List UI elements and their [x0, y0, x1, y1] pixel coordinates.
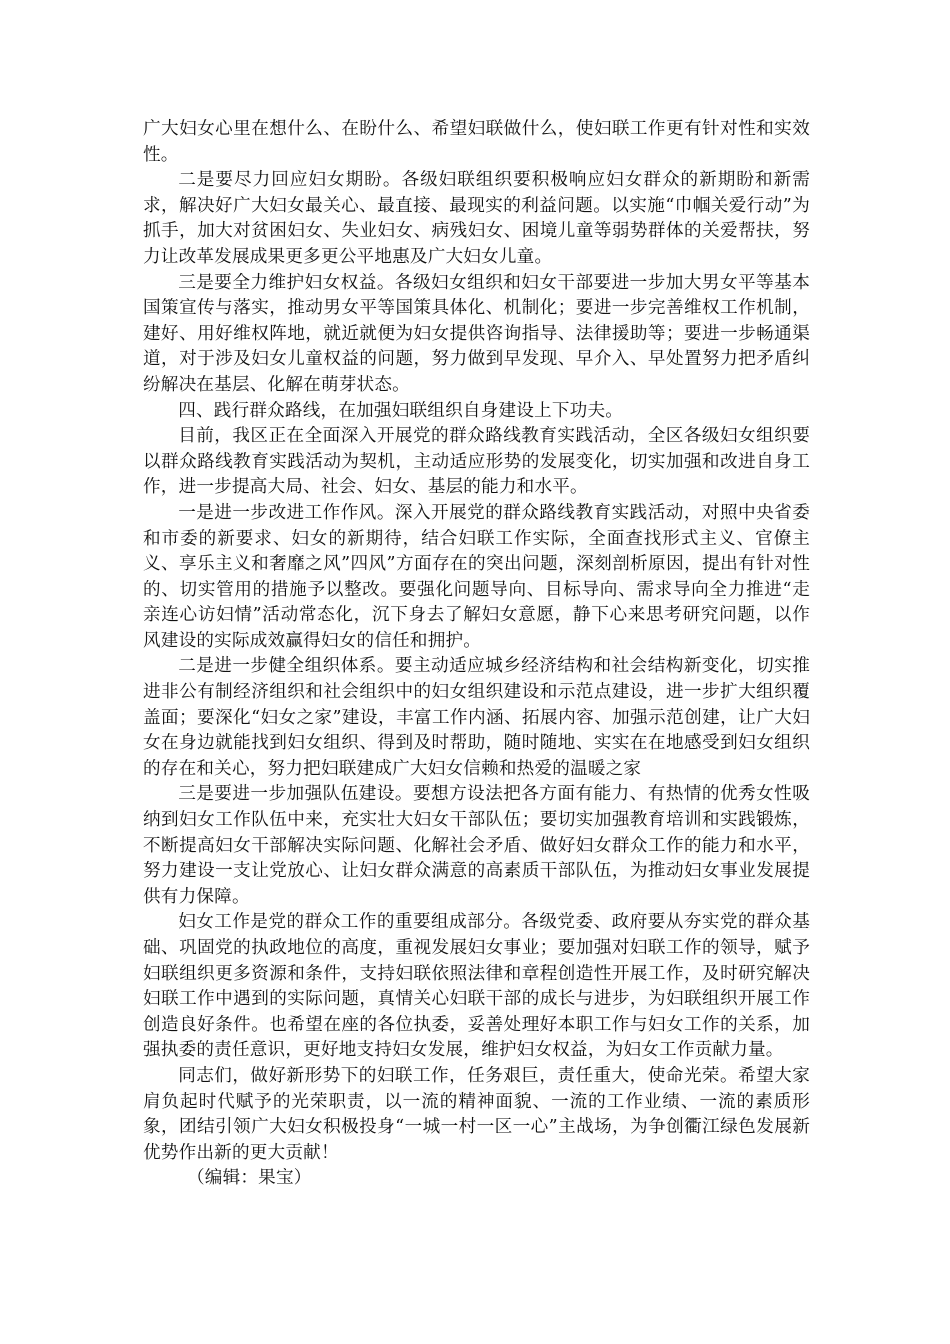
paragraph-continuation: 广大妇女心里在想什么、在盼什么、希望妇联做什么，使妇联工作更有针对性和实效性。 [143, 119, 810, 165]
editor-note: （编辑：果宝） [187, 1168, 312, 1189]
paragraph-team-building: 三是要进一步加强队伍建设。要想方设法把各方面有能力、有热情的优秀女性吸纳到妇女工作队伍中来，充实壮大妇女干部队伍；要切实加强教育培训和实践锻炼，不断提高妇女干部解决实际问题、化解社会矛盾、做好妇女群众工作的能力和水平，努力建设一支让党放心、让妇女群众满意的高素质干部队伍，为推动妇女事业发展提供有力保障。 [143, 784, 810, 907]
paragraph-party-work: 妇女工作是党的群众工作的重要组成部分。各级党委、政府要从夯实党的群众基础、巩固党的执政地位的高度，重视发展妇女事业；要加强对妇联工作的领导，赋予妇联组织更多资源和条件，支持妇联依照法律和章程创造性开展工作，及时研究解决妇联工作中遇到的实际问题，真情关心妇联干部的成长与进步，为妇联组织开展工作创造良好条件。也希望在座的各位执委，妥善处理好本职工作与妇女工作的关系，加强执委的责任意识，更好地支持妇女发展，维护妇女权益，为妇女工作贡献力量。 [143, 912, 810, 1061]
paragraph-protect-rights: 三是要全力维护妇女权益。各级妇女组织和妇女干部要进一步加大男女平等基本国策宣传与落实，推动男女平等国策具体化、机制化；要进一步完善维权工作机制，建好、用好维权阵地，就近就便为妇女提供咨询指导、法律援助等；要进一步畅通渠道，对于涉及妇女儿童权益的问题，努力做到早发现、早介入、早处置努力把矛盾纠纷解决在基层、化解在萌芽状态。 [143, 272, 810, 395]
paragraph-work-style: 一是进一步改进工作作风。深入开展党的群众路线教育实践活动，对照中央省委和市委的新要求、妇女的新期待，结合妇联工作实际，全面查找形式主义、官僚主义、享乐主义和奢靡之风”四风”方面存在的突出问题，深刻剖析原因，提出有针对性的、切实管用的措施予以整改。要强化问题导向、目标导向、需求导向全力推进“走亲连心访妇情”活动常态化，沉下身去了解妇女意愿，静下心来思考研究问题，以作风建设的实际成效赢得妇女的信任和拥护。 [143, 502, 810, 651]
paragraph-respond-expectations: 二是要尽力回应妇女期盼。各级妇联组织要积极响应妇女群众的新期盼和新需求，解决好广大妇女最关心、最直接、最现实的利益问题。以实施“巾帼关爱行动”为抓手，加大对贫困妇女、失业妇女、病残妇女、困境儿童等弱势群体的关爱帮扶，努力让改革发展成果更多更公平地惠及广大妇女儿童。 [143, 170, 810, 267]
paragraph-current-activities: 目前，我区正在全面深入开展党的群众路线教育实践活动，全区各级妇女组织要以群众路线教育实践活动为契机，主动适应形势的发展变化，切实加强和改进自身工作，进一步提高大局、社会、妇女、基层的能力和水平。 [143, 426, 810, 498]
document-body [143, 117, 810, 1192]
paragraph-organization-system: 二是进一步健全组织体系。要主动适应城乡经济结构和社会结构新变化，切实推进非公有制经济组织和社会组织中的妇女组织建设和示范点建设，进一步扩大组织覆盖面；要深化“妇女之家”建设，丰富工作内涵、拓展内容、加强示范创建，让广大妇女在身边就能找到妇女组织、得到及时帮助，随时随地、实实在在地感受到妇女组织的存在和关心，努力把妇联建成广大妇女信赖和热爱的温暖之家 [143, 656, 810, 779]
section-heading-four: 四、践行群众路线，在加强妇联组织自身建设上下功夫。 [178, 400, 624, 421]
paragraph-closing: 同志们，做好新形势下的妇联工作，任务艰巨，责任重大，使命光荣。希望大家肩负起时代赋予的光荣职责，以一流的精神面貌、一流的工作业绩、一流的素质形象，团结引领广大妇女积极投身“一城一村一区一心”主战场，为争创衢江绿色发展新优势作出新的更大贡献！ [143, 1065, 810, 1163]
